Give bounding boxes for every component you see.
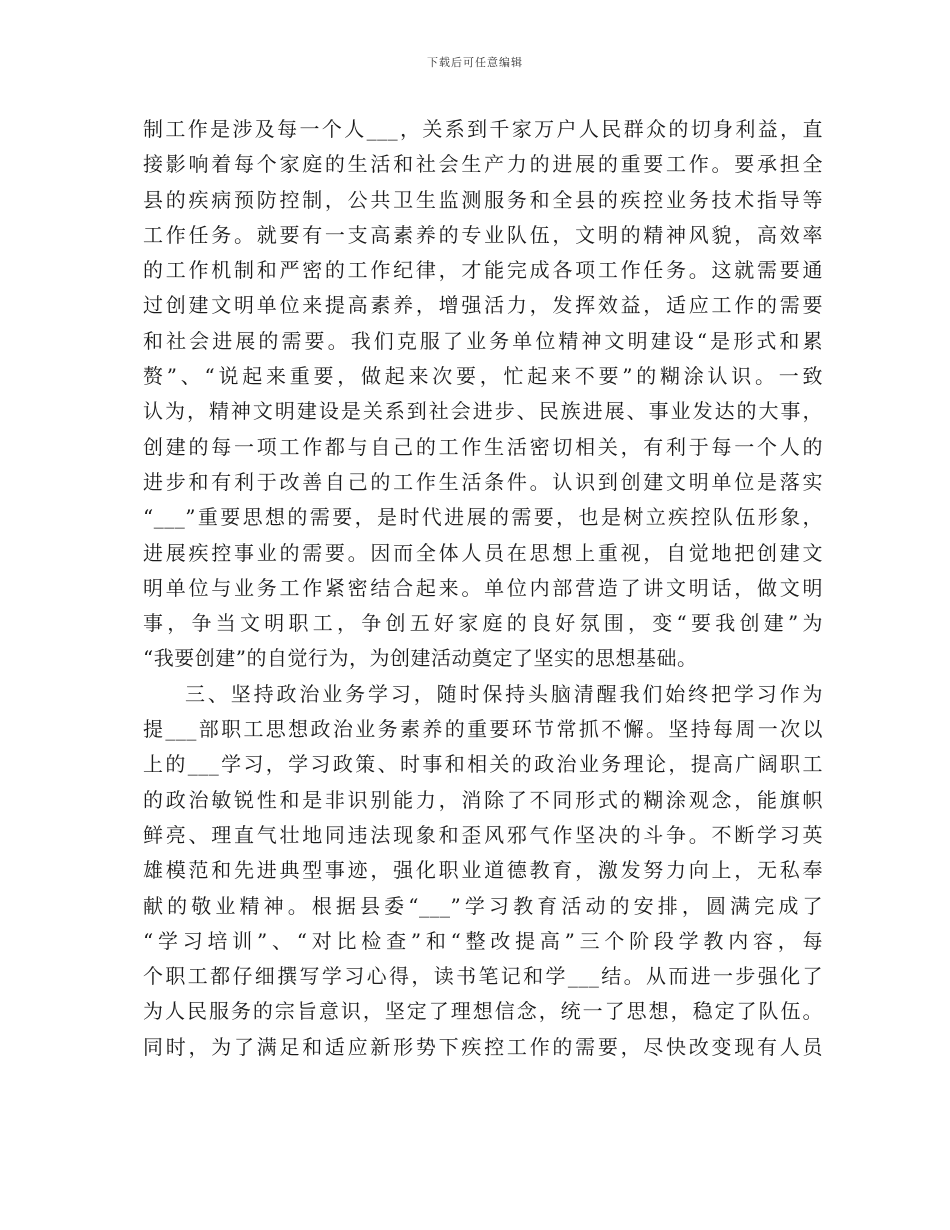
header-note: 下载后可任意编辑: [427, 56, 523, 69]
section-heading-line: 三、坚持政治业务学习，随时保持头脑清醒我们始终把学习作为: [185, 681, 823, 706]
text-line: 创建的每一项工作都与自己的工作生活密切相关，有利于每一个人的: [143, 434, 823, 459]
text-line: 提___部职工思想政治业务素养的重要环节常抓不懈。坚持每周一次以: [143, 717, 823, 742]
text-line: 为人民服务的宗旨意识，坚定了理想信念，统一了思想，稳定了队伍。: [143, 999, 823, 1024]
text-line: 县的疾病预防控制，公共卫生监测服务和全县的疾控业务技术指导等: [143, 187, 823, 212]
text-line: 工作任务。就要有一支高素养的专业队伍，文明的精神风貌，高效率: [143, 222, 823, 247]
text-line: 的工作机制和严密的工作纪律，才能完成各项工作任务。这就需要通: [143, 258, 823, 283]
text-line: 认为，精神文明建设是关系到社会进步、民族进展、事业发达的大事，: [143, 399, 823, 424]
text-line: 上的___学习，学习政策、时事和相关的政治业务理论，提高广阔职工: [143, 752, 823, 777]
text-line: 和社会进展的需要。我们克服了业务单位精神文明建设“是形式和累: [143, 328, 823, 353]
text-line: 献的敬业精神。根据县委“___”学习教育活动的安排，圆满完成了: [143, 893, 823, 918]
text-line: 雄模范和先进典型事迹，强化职业道德教育，激发努力向上，无私奉: [143, 858, 823, 883]
text-line: 的政治敏锐性和是非识别能力，消除了不同形式的糊涂观念，能旗帜: [143, 787, 823, 812]
text-line: 事，争当文明职工，争创五好家庭的良好氛围，变“要我创建”为: [143, 611, 823, 636]
text-line: 进展疾控事业的需要。因而全体人员在思想上重视，自觉地把创建文: [143, 540, 823, 565]
text-line: 制工作是涉及每一个人___，关系到千家万户人民群众的切身利益，直: [143, 117, 823, 141]
text-line: 赘”、“说起来重要，做起来次要，忙起来不要”的糊涂认识。一致: [143, 364, 823, 389]
text-line: 进步和有利于改善自己的工作生活条件。认识到创建文明单位是落实: [143, 469, 823, 494]
text-line: 明单位与业务工作紧密结合起来。单位内部营造了讲文明话，做文明: [143, 575, 823, 600]
text-line: “我要创建”的自觉行为，为创建活动奠定了坚实的思想基础。: [143, 646, 698, 671]
text-line: “___”重要思想的需要，是时代进展的需要，也是树立疾控队伍形象，: [143, 505, 823, 530]
document-body: [143, 112, 823, 1065]
text-line: 个职工都仔细撰写学习心得，读书笔记和学___结。从而进一步强化了: [143, 964, 823, 989]
text-line: “学习培训”、“对比检查”和“整改提高”三个阶段学教内容，每: [143, 928, 823, 953]
text-line: 同时，为了满足和适应新形势下疾控工作的需要，尽快改变现有人员: [143, 1034, 823, 1059]
text-line: 接影响着每个家庭的生活和社会生产力的进展的重要工作。要承担全: [143, 152, 823, 177]
text-line: 过创建文明单位来提高素养，增强活力，发挥效益，适应工作的需要: [143, 293, 823, 318]
text-line: 鲜亮、理直气壮地同违法现象和歪风邪气作坚决的斗争。不断学习英: [143, 822, 823, 847]
